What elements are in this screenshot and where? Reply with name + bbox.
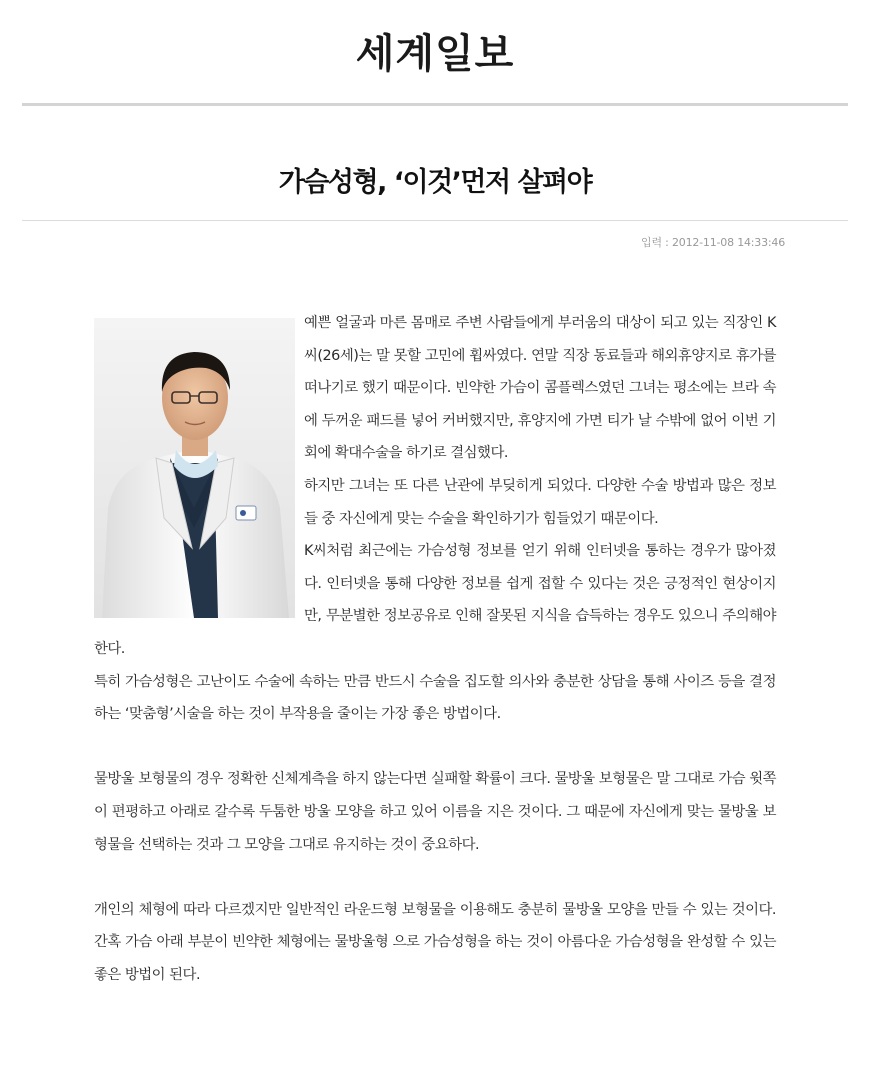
article-paragraph: 예쁜 얼굴과 마른 몸매로 주변 사람들에게 부러움의 대상이 되고 있는 직장인 K씨(26세)는 말 못할 고민에 휩싸였다. 연말 직장 동료들과 해외휴양지로 휴가를 떠나기로 했기 때문이다. 빈약한 가슴이 콤플렉스였던 그녀는 평소에는 브라 속에 두꺼운 패드를 넣어 커버했지만, 휴양지에 가면 티가 날 수밖에 없어 이번 기회에 확대수술을 하기로 결심했다. [304, 315, 776, 462]
masthead [0, 0, 870, 104]
doctor-portrait-image [94, 318, 295, 618]
newspaper-logo[interactable]: 세계일보 [355, 30, 515, 77]
article-headline: 가슴성형, ‘이것’먼저 살펴야 [278, 167, 592, 199]
article-body [94, 307, 776, 991]
header-divider [22, 103, 848, 106]
headline-divider [22, 220, 848, 221]
article-dateline: 입력 : 2012-11-08 14:33:46 [641, 236, 785, 249]
article-paragraph: 물방울 보형물의 경우 정확한 신체계측을 하지 않는다면 실패할 확률이 크다. 물방울 보형물은 말 그대로 가슴 윗쪽이 편평하고 아래로 갈수록 두툼한 방울 모양을 하고 있어 이름을 지은 것이다. 그 때문에 자신에게 맞는 물방울 보형물을 선택하는 것과 그 모양을 그대로 유지하는 것이 중요하다. [94, 771, 776, 853]
doctor-photo [94, 318, 295, 618]
article-paragraph: 개인의 체형에 따라 다르겠지만 일반적인 라운드형 보형물을 이용해도 충분히 물방울 모양을 만들 수 있는 것이다. 간혹 가슴 아래 부분이 빈약한 체형에는 물방울형 으로 가슴성형을 하는 것이 아름다운 가슴성형을 완성할 수 있는 좋은 방법이 된다. [94, 901, 776, 983]
article-paragraph: 특히 가슴성형은 고난이도 수술에 속하는 만큼 반드시 수술을 집도할 의사와 충분한 상담을 통해 사이즈 등을 결정하는 ‘맞춤형’시술을 하는 것이 부작용을 줄이는 가장 좋은 방법이다. [94, 673, 776, 723]
article-paragraph: 하지만 그녀는 또 다른 난관에 부딪히게 되었다. 다양한 수술 방법과 많은 정보들 중 자신에게 맞는 수술을 확인하기가 힘들었기 때문이다. [304, 477, 776, 527]
article-paragraph: K씨처럼 최근에는 가슴성형 정보를 얻기 위해 인터넷을 통하는 경우가 많아졌다. 인터넷을 통해 다양한 정보를 쉽게 접할 수 있다는 것은 긍정적인 현상이지만, 무분별한 정보공유로 인해 잘못된 지식을 습득하는 경우도 있으니 주의해야 한다. [94, 543, 776, 657]
